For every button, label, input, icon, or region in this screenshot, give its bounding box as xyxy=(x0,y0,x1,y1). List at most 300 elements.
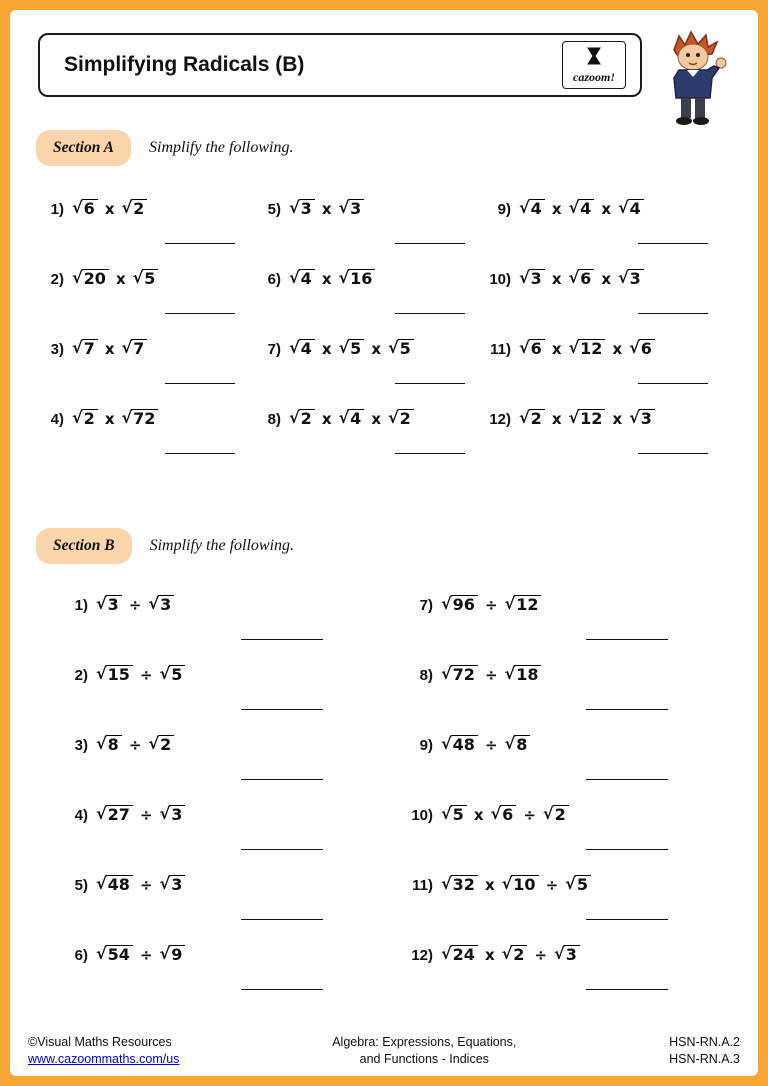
answer-line xyxy=(395,370,465,384)
answer-line xyxy=(638,300,708,314)
answer-line xyxy=(241,836,323,850)
title-box xyxy=(38,33,642,97)
problem-expression xyxy=(96,875,185,894)
topic-line-1: Algebra: Expressions, Equations, xyxy=(332,1035,517,1050)
radicand: 6 xyxy=(500,805,516,824)
problem xyxy=(38,732,383,802)
sqrt-term xyxy=(618,199,644,218)
operator: ÷ xyxy=(139,876,153,894)
operator: x xyxy=(601,200,611,218)
sqrt-term xyxy=(72,409,98,428)
radicand: 8 xyxy=(106,735,122,754)
sqrt-term xyxy=(289,339,315,358)
sqrt-term xyxy=(96,875,133,894)
problem-number: 3) xyxy=(50,341,64,358)
radical-sign: √ xyxy=(121,338,133,357)
problem xyxy=(38,942,383,1012)
radicand: 6 xyxy=(82,199,98,218)
radical-sign: √ xyxy=(568,198,580,217)
radical-sign: √ xyxy=(96,664,107,683)
answer-line xyxy=(165,370,235,384)
problem xyxy=(383,592,728,662)
sqrt-term xyxy=(441,875,478,894)
sqrt-term xyxy=(160,665,186,684)
radicand: 96 xyxy=(451,595,478,614)
sqrt-term xyxy=(441,595,478,614)
operator: ÷ xyxy=(545,876,559,894)
sqrt-term xyxy=(339,339,365,358)
radicand: 54 xyxy=(106,945,133,964)
sqrt-term xyxy=(96,735,122,754)
radical-sign: √ xyxy=(72,268,83,287)
sqrt-term xyxy=(96,665,133,684)
problem xyxy=(485,336,728,406)
operator: x xyxy=(321,270,332,288)
problem-number: 3) xyxy=(74,737,88,754)
radical-sign: √ xyxy=(441,594,452,613)
radicand: 5 xyxy=(451,805,467,824)
operator: ÷ xyxy=(128,596,142,614)
problem-expression xyxy=(96,945,185,964)
operator: ÷ xyxy=(534,946,548,964)
operator: x xyxy=(371,340,381,358)
radical-sign: √ xyxy=(159,944,171,963)
radical-sign: √ xyxy=(629,338,640,357)
radical-sign: √ xyxy=(388,338,399,357)
radical-sign: √ xyxy=(96,944,107,963)
problem-number: 1) xyxy=(74,597,88,614)
operator: x xyxy=(104,340,115,358)
radicand: 32 xyxy=(451,875,478,894)
answer-line xyxy=(241,906,323,920)
radical-sign: √ xyxy=(519,338,530,357)
problem xyxy=(383,802,728,872)
radical-sign: √ xyxy=(289,408,300,427)
answer-line xyxy=(395,230,465,244)
radical-sign: √ xyxy=(554,944,565,963)
answer-line xyxy=(638,230,708,244)
operator: ÷ xyxy=(139,666,153,684)
sqrt-term xyxy=(148,595,174,614)
sqrt-term xyxy=(569,199,595,218)
problem-number: 4) xyxy=(50,411,64,428)
problem xyxy=(383,872,728,942)
radicand: 3 xyxy=(106,595,122,614)
problem-number: 12) xyxy=(411,947,433,964)
problem-expression xyxy=(289,339,414,358)
operator: x xyxy=(484,946,495,964)
radical-sign: √ xyxy=(568,408,580,427)
section-b-problems xyxy=(38,592,728,1012)
problem-expression xyxy=(72,199,147,218)
sqrt-term xyxy=(160,945,186,964)
problem-expression xyxy=(519,409,655,428)
radical-sign: √ xyxy=(338,268,350,287)
answer-line xyxy=(586,836,668,850)
operator: x xyxy=(612,410,623,428)
radicand: 5 xyxy=(398,339,414,358)
operator: x xyxy=(484,876,495,894)
operator: x xyxy=(104,200,115,218)
radical-sign: √ xyxy=(289,338,300,357)
radical-sign: √ xyxy=(72,338,83,357)
radicand: 4 xyxy=(529,199,545,218)
section-a-badge: Section A xyxy=(36,130,131,166)
answer-line xyxy=(165,300,235,314)
sqrt-term xyxy=(96,945,133,964)
radicand: 12 xyxy=(514,595,541,614)
problem-number: 8) xyxy=(267,411,281,428)
answer-line xyxy=(586,976,668,990)
sqrt-term xyxy=(502,945,528,964)
sqrt-term xyxy=(618,269,644,288)
radical-sign: √ xyxy=(501,874,513,893)
sqrt-term xyxy=(160,875,186,894)
sqrt-term xyxy=(519,199,545,218)
radical-sign: √ xyxy=(519,408,530,427)
radical-sign: √ xyxy=(490,804,502,823)
problem xyxy=(38,266,255,336)
radical-sign: √ xyxy=(441,944,452,963)
radicand: 3 xyxy=(348,199,364,218)
radical-sign: √ xyxy=(618,268,629,287)
operator: x xyxy=(551,340,562,358)
problem-expression xyxy=(289,199,364,218)
radicand: 7 xyxy=(82,339,98,358)
problem-number: 5) xyxy=(267,201,281,218)
sqrt-term xyxy=(491,805,517,824)
radical-sign: √ xyxy=(568,268,580,287)
problem-expression xyxy=(441,805,569,824)
operator: ÷ xyxy=(139,806,153,824)
section-b-badge: Section B xyxy=(36,528,132,564)
footer-center xyxy=(332,1034,516,1068)
radicand: 72 xyxy=(451,665,478,684)
problem xyxy=(383,662,728,732)
copyright-text: ©Visual Maths Resources xyxy=(28,1035,172,1050)
radical-sign: √ xyxy=(504,664,516,683)
problem-expression xyxy=(72,339,147,358)
problem-number: 11) xyxy=(490,341,511,358)
footer-standards xyxy=(669,1034,740,1068)
problem-expression xyxy=(441,945,580,964)
radical-sign: √ xyxy=(132,268,144,287)
operator: ÷ xyxy=(523,806,536,824)
sqrt-term xyxy=(505,665,542,684)
footer-left xyxy=(28,1034,179,1068)
sqrt-term xyxy=(148,735,174,754)
operator: x xyxy=(551,270,562,288)
sqrt-term xyxy=(160,805,186,824)
answer-line xyxy=(165,440,235,454)
answer-line xyxy=(165,230,235,244)
problem xyxy=(255,336,485,406)
operator: ÷ xyxy=(484,666,498,684)
sqrt-term xyxy=(289,409,315,428)
answer-line xyxy=(241,696,323,710)
radical-sign: √ xyxy=(121,408,133,427)
radical-sign: √ xyxy=(159,664,171,683)
sqrt-term xyxy=(289,269,315,288)
problem-number: 9) xyxy=(497,201,511,218)
radicand: 3 xyxy=(158,595,174,614)
problem-number: 7) xyxy=(419,597,433,614)
radicand: 2 xyxy=(158,735,174,754)
radicand: 18 xyxy=(514,665,541,684)
problem xyxy=(383,942,728,1012)
problem xyxy=(255,266,485,336)
radicand: 6 xyxy=(578,269,594,288)
problem-number: 9) xyxy=(419,737,433,754)
topic-line-2: and Functions - Indices xyxy=(359,1052,489,1067)
sqrt-term xyxy=(72,199,98,218)
sqrt-term xyxy=(441,735,478,754)
operator: ÷ xyxy=(484,596,498,614)
answer-line xyxy=(586,696,668,710)
radical-sign: √ xyxy=(519,198,530,217)
operator: x xyxy=(321,200,332,218)
problem-number: 10) xyxy=(411,807,433,824)
sqrt-term xyxy=(388,409,414,428)
radical-sign: √ xyxy=(148,734,160,753)
problem xyxy=(255,406,485,476)
radicand: 3 xyxy=(169,875,185,894)
radicand: 9 xyxy=(169,945,185,964)
problem-expression xyxy=(72,269,158,288)
radical-sign: √ xyxy=(159,874,171,893)
radical-sign: √ xyxy=(338,408,350,427)
operator: ÷ xyxy=(484,736,498,754)
answer-line xyxy=(638,440,708,454)
sqrt-term xyxy=(629,409,655,428)
radical-sign: √ xyxy=(519,268,530,287)
radicand: 48 xyxy=(451,735,478,754)
problem-number: 2) xyxy=(74,667,88,684)
answer-line xyxy=(241,626,323,640)
radicand: 48 xyxy=(106,875,133,894)
sqrt-term xyxy=(339,409,365,428)
answer-line xyxy=(395,300,465,314)
sqrt-term xyxy=(569,409,606,428)
problem-expression xyxy=(96,595,174,614)
problem xyxy=(38,662,383,732)
radical-sign: √ xyxy=(441,874,452,893)
radical-sign: √ xyxy=(72,198,83,217)
radical-sign: √ xyxy=(441,734,452,753)
sqrt-term xyxy=(388,339,414,358)
radicand: 5 xyxy=(142,269,158,288)
sqrt-term xyxy=(519,339,545,358)
sqrt-term xyxy=(441,665,478,684)
radicand: 6 xyxy=(639,339,655,358)
radical-sign: √ xyxy=(338,338,350,357)
sqrt-term xyxy=(289,199,315,218)
operator: x xyxy=(321,410,332,428)
radicand: 5 xyxy=(348,339,364,358)
operator: x xyxy=(115,270,126,288)
radicand: 16 xyxy=(348,269,375,288)
problem-number: 4) xyxy=(74,807,88,824)
section-b-header xyxy=(36,528,294,564)
problem-expression xyxy=(441,665,541,684)
radical-sign: √ xyxy=(121,198,133,217)
radical-sign: √ xyxy=(542,804,554,823)
sqrt-term xyxy=(96,805,133,824)
problem-number: 6) xyxy=(74,947,88,964)
sqrt-term xyxy=(441,945,478,964)
operator: x xyxy=(551,200,562,218)
radicand: 4 xyxy=(299,339,315,358)
operator: x xyxy=(371,410,381,428)
radicand: 3 xyxy=(299,199,315,218)
radicand: 2 xyxy=(82,409,98,428)
sqrt-term xyxy=(339,269,376,288)
cazoom-logo xyxy=(562,41,626,89)
problem-expression xyxy=(441,735,530,754)
problem-expression xyxy=(519,339,655,358)
sqrt-term xyxy=(339,199,365,218)
problem xyxy=(38,872,383,942)
problem-expression xyxy=(519,199,644,218)
radical-sign: √ xyxy=(148,594,160,613)
worksheet-inner xyxy=(10,10,758,1076)
radicand: 8 xyxy=(514,735,530,754)
sqrt-term xyxy=(629,339,655,358)
radicand: 20 xyxy=(82,269,109,288)
radical-sign: √ xyxy=(565,874,576,893)
radical-sign: √ xyxy=(159,804,171,823)
problem xyxy=(38,336,255,406)
radical-sign: √ xyxy=(289,198,300,217)
radicand: 3 xyxy=(639,409,655,428)
sqrt-term xyxy=(519,409,545,428)
sqrt-term xyxy=(569,339,606,358)
problem xyxy=(485,196,728,266)
problem-expression xyxy=(289,269,375,288)
radicand: 27 xyxy=(106,805,133,824)
cazoom-link[interactable]: www.cazoommaths.com/us xyxy=(28,1052,180,1067)
operator: x xyxy=(104,410,115,428)
answer-line xyxy=(586,906,668,920)
problem-number: 12) xyxy=(489,411,511,428)
radicand: 2 xyxy=(131,199,147,218)
standard-1: HSN-RN.A.2 xyxy=(669,1035,740,1050)
radicand: 4 xyxy=(628,199,644,218)
radicand: 3 xyxy=(564,945,580,964)
radical-sign: √ xyxy=(501,944,513,963)
problem-expression xyxy=(441,875,591,894)
radicand: 6 xyxy=(529,339,545,358)
radical-sign: √ xyxy=(96,874,107,893)
radicand: 4 xyxy=(348,409,364,428)
radicand: 24 xyxy=(451,945,478,964)
sqrt-term xyxy=(569,269,595,288)
operator: x xyxy=(321,340,332,358)
operator: x xyxy=(601,270,611,288)
radicand: 2 xyxy=(529,409,545,428)
radical-sign: √ xyxy=(441,664,452,683)
radicand: 3 xyxy=(169,805,185,824)
sqrt-term xyxy=(543,805,569,824)
answer-line xyxy=(395,440,465,454)
radicand: 2 xyxy=(299,409,315,428)
radicand: 7 xyxy=(131,339,147,358)
problem xyxy=(38,196,255,266)
sqrt-term xyxy=(554,945,580,964)
radicand: 15 xyxy=(106,665,133,684)
section-a-instruction: Simplify the following. xyxy=(149,139,294,156)
radical-sign: √ xyxy=(618,198,629,217)
section-b-instruction: Simplify the following. xyxy=(149,537,295,554)
problem-number: 10) xyxy=(489,271,511,288)
sqrt-term xyxy=(96,595,122,614)
radical-sign: √ xyxy=(96,594,107,613)
radicand: 2 xyxy=(398,409,414,428)
sqrt-term xyxy=(519,269,545,288)
sqrt-term xyxy=(122,199,148,218)
problem-expression xyxy=(96,735,174,754)
answer-line xyxy=(241,766,323,780)
problem-expression xyxy=(441,595,541,614)
problem-expression xyxy=(519,269,644,288)
answer-line xyxy=(586,766,668,780)
mascot-illustration xyxy=(654,30,732,130)
problem-expression xyxy=(289,409,414,428)
radical-sign: √ xyxy=(568,338,580,357)
sqrt-term xyxy=(133,269,159,288)
problem-expression xyxy=(96,805,185,824)
radicand: 12 xyxy=(578,339,605,358)
footer xyxy=(28,1034,740,1068)
problem xyxy=(38,802,383,872)
operator: x xyxy=(551,410,562,428)
worksheet-title: Simplifying Radicals (B) xyxy=(64,53,305,76)
sqrt-term xyxy=(502,875,539,894)
radical-sign: √ xyxy=(96,734,107,753)
logo-text: cazoom! xyxy=(573,70,615,84)
radical-sign: √ xyxy=(72,408,83,427)
sqrt-term xyxy=(72,339,98,358)
answer-line xyxy=(638,370,708,384)
problem-number: 7) xyxy=(267,341,281,358)
problem-number: 6) xyxy=(267,271,281,288)
operator: x xyxy=(612,340,623,358)
radicand: 2 xyxy=(553,805,569,824)
problem xyxy=(38,592,383,662)
operator: x xyxy=(473,806,484,824)
radicand: 3 xyxy=(529,269,545,288)
radical-sign: √ xyxy=(504,734,516,753)
hourglass-icon xyxy=(586,47,602,70)
operator: ÷ xyxy=(139,946,153,964)
answer-line xyxy=(241,976,323,990)
answer-line xyxy=(586,626,668,640)
problem xyxy=(38,406,255,476)
section-a-problems xyxy=(38,196,728,476)
problem xyxy=(255,196,485,266)
radical-sign: √ xyxy=(504,594,516,613)
radicand: 72 xyxy=(131,409,158,428)
problem-number: 1) xyxy=(50,201,64,218)
radical-sign: √ xyxy=(96,804,107,823)
problem xyxy=(383,732,728,802)
sqrt-term xyxy=(505,735,531,754)
problem-number: 5) xyxy=(74,877,88,894)
radical-sign: √ xyxy=(388,408,399,427)
operator: ÷ xyxy=(128,736,142,754)
radicand: 10 xyxy=(511,875,538,894)
sqrt-term xyxy=(122,409,159,428)
